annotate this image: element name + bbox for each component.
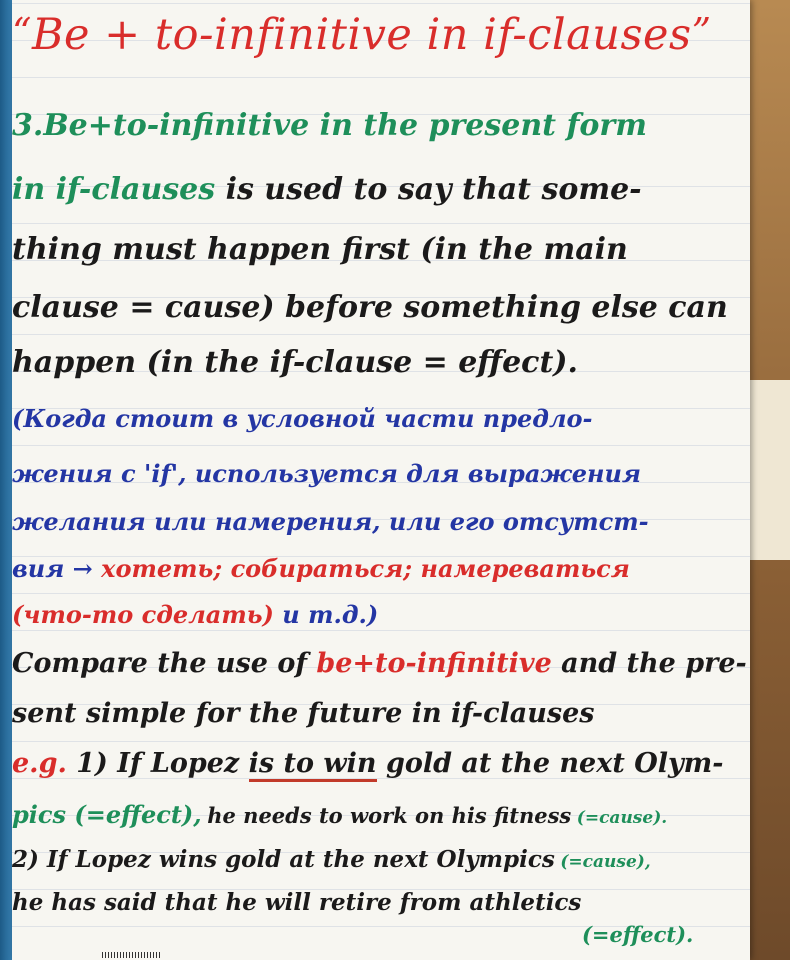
example-2-line-3: (=effect).: [582, 922, 694, 947]
poster-sheet: [12, 0, 750, 960]
rule-line-1: 3.Be+to-infinitive in the present form: [12, 108, 647, 143]
rule-line-2: in if-clauses is used to say that some-: [12, 172, 642, 207]
rule-line-4: clause = cause) before something else can: [12, 290, 728, 325]
russian-line-4: вия → хотеть; собираться; намереваться: [12, 554, 630, 583]
rule-line-5: happen (in the if-clause = effect).: [12, 345, 578, 380]
poster-title: “Be + to-infinitive in if-clauses”: [12, 10, 712, 60]
russian-line-2: жения с 'if', используется для выражения: [12, 459, 642, 488]
poster-barcode: [102, 952, 162, 958]
example-1-line-2: pics (=effect), he needs to work on his fitness (=cause).: [12, 800, 668, 829]
example-2-line-2: he has said that he will retire from athletics: [12, 889, 582, 916]
example-1-line-1: e.g. 1) If Lopez is to win gold at the next Olym-: [12, 748, 723, 779]
rule-line-3: thing must happen first (in the main: [12, 232, 628, 267]
russian-line-1: (Когда стоит в условной части предло-: [12, 404, 593, 433]
compare-line-2: sent simple for the future in if-clauses: [12, 698, 595, 729]
compare-line-1: Compare the use of be+to-infinitive and the pre-: [12, 648, 747, 679]
russian-line-3: желания или намерения, или его отсутст-: [12, 507, 649, 536]
russian-line-5: (что-то сделать) и т.д.): [12, 600, 379, 629]
example-2-line-1: 2) If Lopez wins gold at the next Olympics (=cause),: [12, 846, 651, 873]
